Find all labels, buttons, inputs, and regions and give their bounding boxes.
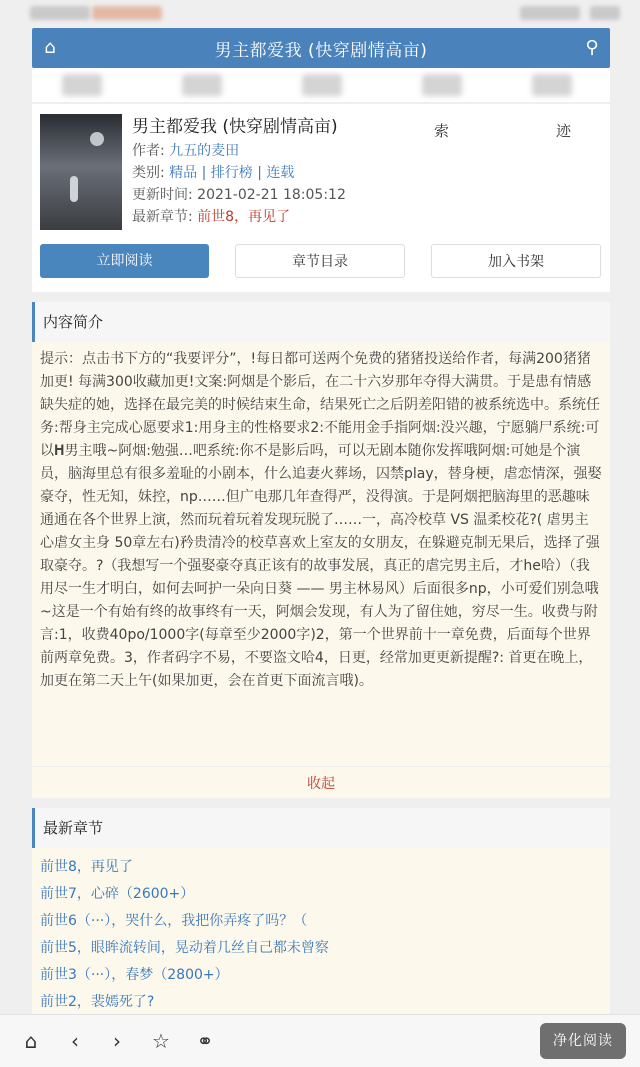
overlay-tab-history[interactable]: 迹 bbox=[556, 122, 572, 140]
intro-text: 提示：点击书下方的“我要评分”，!每日都可送两个免费的猪猪投送给作者，每满200猪猪加更! 每满300收藏加更!文案:阿烟是个影后，在二十六岁那年夺得大满贯。于是患有情感缺失症的她，选择在最完美的时候结束生命，结果死亡之后阴差阳错的被系统选中。系统任务:帮身主完成心愿要求1:用身主的性格要求2:不能用金手指阿烟:没兴趣，宁愿躺尸系统:可以𝐇男主哦~阿烟:勉强…吧系统:你不是影后吗，可以无剧本随你发挥哦阿烟:可她是个演员，脑海里总有很多羞耻的小剧本，什么追妻火葬场，囚禁play，替身梗，虐恋情深，强娶豪夺，性无知，妹控，np……但广电那几年查得严，没得演。于是阿烟把脑海里的恶趣味通通在各个世界上演，然而玩着玩着发现玩脱了……一，高冷校草 VS 温柔校花?( 虐男主心虐女主身 50章左右)矜贵清冷的校草喜欢上室友的女朋友，在躲避克制无果后，选择了强取豪夺。?（我想写一个强娶豪夺真正该有的故事发展，真正的虐完男主后，才he哈）（我用尽一生才明白，如何去呵护一朵向日葵 —— 男主林易风）后面很多np，小可爱们别急哦~这是一个有始有终的故事终有一天，阿烟会发现，有人为了留住她，穷尽一生。收费与附言:1，收费40po/1000字(每章至少2000字)2，第一个世界前十一章免费，后面每个世界前两章免费。3，作者码字不易，不要盗文哈4，日更，经常加更更新提醒?: 首更在晚上，加更在第二天上午(如果加更，会在首更下面流言哦)。 bbox=[40, 351, 602, 689]
add-to-shelf-button[interactable]: 加入书架 bbox=[431, 244, 601, 278]
latest-chapters-section bbox=[32, 808, 610, 1018]
forward-icon[interactable]: › bbox=[113, 1029, 121, 1053]
category-row bbox=[132, 162, 602, 184]
nav-item[interactable] bbox=[62, 74, 102, 96]
updated-label: 更新时间: bbox=[132, 187, 193, 203]
author-row bbox=[132, 140, 602, 162]
chapter-link[interactable]: 前世5，眼眸流转间，晃动着几丝自己都未曾察 bbox=[40, 940, 329, 956]
nav-item[interactable] bbox=[182, 74, 222, 96]
chapter-link[interactable]: 前世2，裴嫣死了? bbox=[40, 994, 155, 1010]
search-icon[interactable]: ⚲ bbox=[585, 37, 599, 58]
book-info bbox=[132, 114, 602, 228]
latest-label: 最新章节: bbox=[132, 209, 193, 225]
category-links[interactable]: 精品 | 排行榜 | 连载 bbox=[169, 165, 295, 181]
read-now-button[interactable]: 立即阅读 bbox=[40, 244, 209, 278]
nav-item[interactable] bbox=[532, 74, 572, 96]
latest-chapter-link[interactable]: 前世8，再见了 bbox=[197, 209, 291, 225]
latest-row bbox=[132, 206, 602, 228]
updated-time: 2021-02-21 18:05:12 bbox=[197, 187, 346, 203]
latest-heading: 最新章节 bbox=[32, 808, 610, 848]
link-icon[interactable]: ⚭ bbox=[196, 1029, 214, 1053]
star-icon[interactable]: ☆ bbox=[152, 1029, 170, 1053]
book-title: 男主都爱我 (快穿剧情高亩) bbox=[132, 117, 338, 137]
nav-item[interactable] bbox=[422, 74, 462, 96]
updated-row bbox=[132, 184, 602, 206]
chapter-list-button[interactable]: 章节目录 bbox=[235, 244, 405, 278]
collapse-link[interactable]: 收起 bbox=[32, 766, 610, 801]
figure-shape bbox=[70, 176, 78, 202]
header-bar bbox=[32, 28, 610, 68]
page-title: 男主都爱我 (快穿剧情高亩) bbox=[214, 40, 428, 61]
chapter-link[interactable]: 前世7，心碎（2600+） bbox=[40, 886, 195, 902]
category-label: 类别: bbox=[132, 165, 165, 181]
chapter-link[interactable]: 前世6（···），哭什么，我把你弄疼了吗？（ bbox=[40, 913, 308, 929]
home-icon[interactable]: ⌂ bbox=[44, 37, 56, 58]
chapter-link[interactable]: 前世3（···），春梦（2800+） bbox=[40, 967, 229, 983]
intro-heading: 内容简介 bbox=[32, 302, 610, 342]
back-icon[interactable]: ‹ bbox=[71, 1029, 79, 1053]
home-icon[interactable]: ⌂ bbox=[24, 1029, 38, 1053]
intro-section bbox=[32, 302, 610, 798]
status-bar bbox=[0, 0, 640, 26]
chapter-list bbox=[32, 848, 610, 1016]
book-cover[interactable] bbox=[40, 114, 122, 230]
overlay-tab-search[interactable]: 索 bbox=[434, 122, 450, 140]
top-nav bbox=[32, 68, 610, 102]
chapter-link[interactable]: 前世8，再见了 bbox=[40, 859, 133, 875]
moon-shape bbox=[90, 132, 104, 146]
author-link[interactable]: 九五的麦田 bbox=[169, 143, 240, 159]
author-label: 作者: bbox=[132, 143, 165, 159]
nav-item[interactable] bbox=[302, 74, 342, 96]
browser-bottom-bar bbox=[0, 1014, 640, 1067]
purify-reading-button[interactable]: 净化阅读 bbox=[540, 1023, 626, 1059]
